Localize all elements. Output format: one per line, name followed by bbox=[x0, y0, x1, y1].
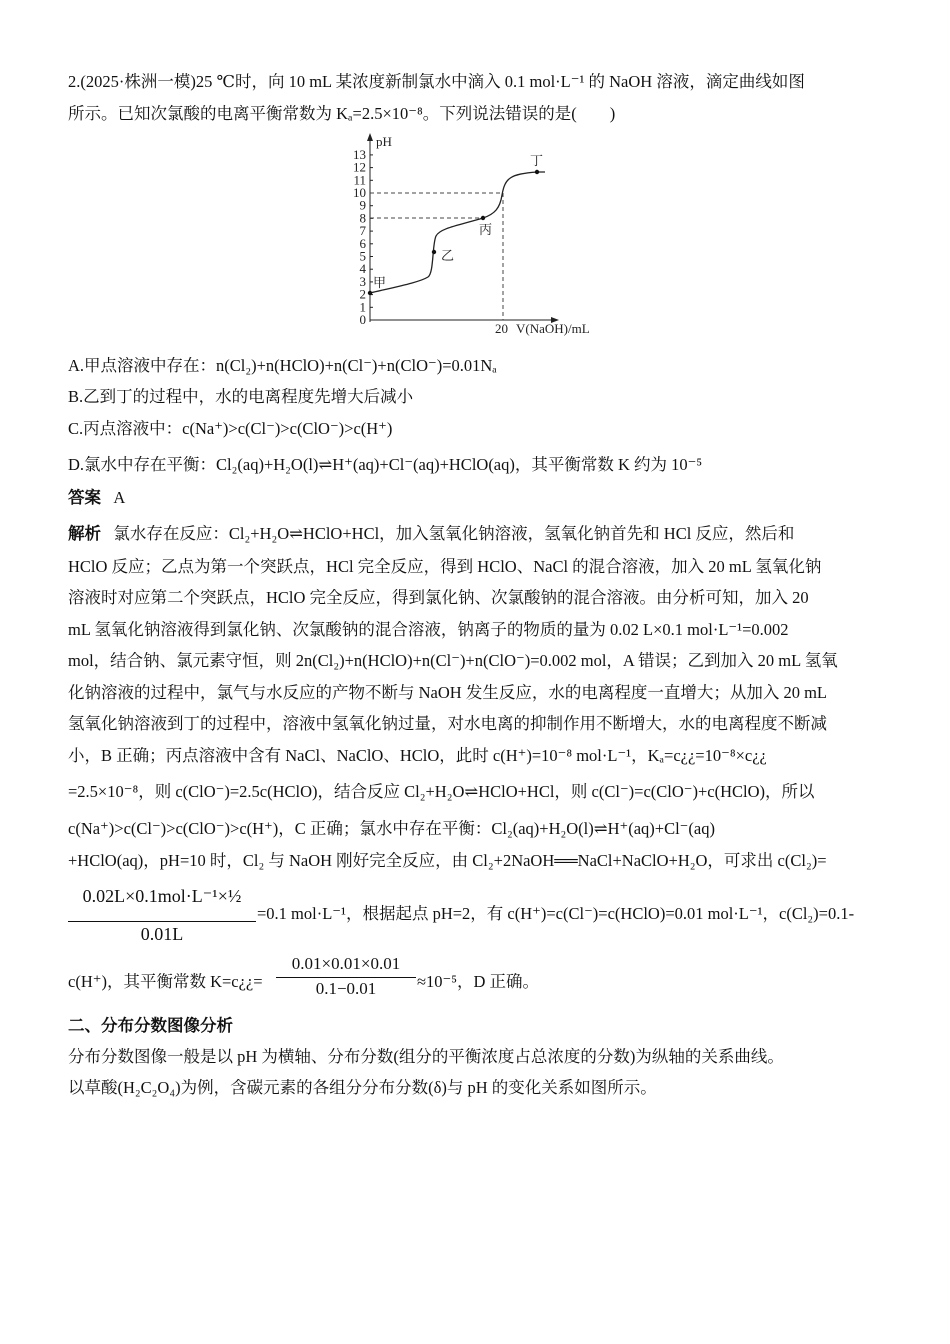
analysis-line-9: =2.5×10⁻⁸，则 c(ClO⁻)=2.5c(HClO)，结合反应 Cl₂+H₂O⇌HClO+HCl，则 c(Cl⁻)=c(ClO⁻)+c(HClO)，所以 bbox=[68, 782, 815, 801]
y-tick-label: 13 bbox=[353, 146, 366, 162]
fraction-1-denominator: 0.01L bbox=[140, 924, 184, 944]
answer bbox=[68, 484, 125, 508]
section-heading: 二、分布分数图像分析 bbox=[68, 1016, 233, 1035]
label-ding: 丁 bbox=[530, 153, 544, 168]
analysis-line-8: 小，B 正确；丙点溶液中含有 NaCl、NaClO、HClO，此时 c(H⁺)=10⁻⁸ mol·L⁻¹，Kₐ=c¿¿=10⁻⁸×c¿¿ bbox=[68, 746, 767, 765]
question-line-2: 所示。已知次氯酸的电离平衡常数为 Kₐ=2.5×10⁻⁸。下列说法错误的是( ) bbox=[68, 104, 616, 123]
analysis-text: 氯水存在反应：Cl₂+H₂O⇌HClO+HCl，加入氢氧化钠溶液，氢氧化钠首先和 HCl 反应，然后和 bbox=[113, 524, 795, 543]
titration-curve-figure bbox=[330, 130, 620, 345]
answer-label: 答案 bbox=[68, 488, 101, 507]
analysis-line-2: HClO 反应；乙点为第一个突跃点，HCl 完全反应，得到 HClO、NaCl 的混合溶液，加入 20 mL 氢氧化钠 bbox=[68, 557, 822, 576]
question-line-1: 2.(2025·株洲一模)25 ℃时，向 10 mL 某浓度新制氯水中滴入 0.1 mol·L⁻¹ 的 NaOH 溶液，滴定曲线如图 bbox=[68, 72, 805, 91]
y-axis-label: pH bbox=[376, 134, 392, 149]
fraction-2-bar bbox=[276, 977, 416, 978]
option-d: D.氯水中存在平衡：Cl₂(aq)+H₂O(l)⇌H⁺(aq)+Cl⁻(aq)+HClO(aq)，其平衡常数 K 约为 10⁻⁵ bbox=[68, 455, 703, 474]
y-tick-label: 4 bbox=[359, 261, 366, 277]
option-c: C.丙点溶液中：c(Na⁺)>c(Cl⁻)>c(ClO⁻)>c(H⁺) bbox=[68, 419, 393, 438]
section-paragraph-1: 分布分数图像一般是以 pH 为横轴、分布分数(组分的平衡浓度占总浓度的分数)为纵轴的关系曲线。 bbox=[68, 1047, 784, 1066]
point-yi bbox=[432, 250, 436, 254]
y-tick-label: 7 bbox=[359, 223, 366, 239]
fraction-2-numerator: 0.01×0.01×0.01 bbox=[291, 954, 401, 973]
analysis-line-4: mL 氢氧化钠溶液得到氯化钠、次氯酸钠的混合溶液，钠离子的物质的量为 0.02 L×0.1 mol·L⁻¹=0.002 bbox=[68, 620, 789, 639]
analysis-line-3: 溶液时对应第二个突跃点，HClO 完全反应，得到氯化钠、次氯酸钠的混合溶液。由分析可知，加入 20 bbox=[68, 588, 809, 607]
section-paragraph-2: 以草酸(H₂C₂O₄)为例，含碳元素的各组分分布分数(δ)与 pH 的变化关系如图所示。 bbox=[68, 1078, 657, 1097]
y-tick-label: 0 bbox=[359, 312, 366, 327]
label-jia: 甲 bbox=[373, 275, 387, 290]
y-tick-label: 9 bbox=[359, 197, 366, 213]
fraction-2-denominator: 0.1−0.01 bbox=[315, 979, 377, 998]
y-tick-label: 5 bbox=[359, 248, 366, 264]
analysis-line-7: 氢氧化钠溶液到丁的过程中，溶液中氢氧化钠过量，对水电离的抑制作用不断增大，水的电离程度不断减 bbox=[68, 714, 827, 733]
y-tick-label: 6 bbox=[359, 235, 366, 251]
point-bing bbox=[481, 216, 485, 220]
analysis-label: 解析 bbox=[68, 524, 101, 543]
analysis-line-5: mol，结合钠、氯元素守恒，则 2n(Cl₂)+n(HClO)+n(Cl⁻)+n(ClO⁻)=0.002 mol，A 错误；乙到加入 20 mL 氢氧 bbox=[68, 651, 838, 670]
label-yi: 乙 bbox=[441, 248, 455, 263]
point-ding bbox=[535, 170, 539, 174]
option-a: A.甲点溶液中存在：n(Cl₂)+n(HClO)+n(Cl⁻)+n(ClO⁻)=0.01Nₐ bbox=[68, 356, 497, 375]
analysis-line-10: c(Na⁺)>c(Cl⁻)>c(ClO⁻)>c(H⁺)，C 正确；氯水中存在平衡：Cl₂(aq)+H₂O(l)⇌H⁺(aq)+Cl⁻(aq) bbox=[68, 819, 715, 838]
y-tick-label: 1 bbox=[359, 299, 366, 315]
y-tick-label: 10 bbox=[353, 185, 366, 200]
analysis-after-fraction-1: =0.1 mol·L⁻¹，根据起点 pH=2，有 c(H⁺)=c(Cl⁻)=c(HClO)=0.01 mol·L⁻¹，c(Cl₂)=0.1- bbox=[257, 904, 855, 923]
y-tick-label: 2 bbox=[359, 286, 366, 302]
analysis-after-fraction-2: ≈10⁻⁵，D 正确。 bbox=[417, 972, 540, 991]
analysis-line-1 bbox=[68, 520, 794, 544]
analysis-line-6: 化钠溶液的过程中，氯气与水反应的产物不断与 NaOH 发生反应，水的电离程度一直增大；从加入 20 mL bbox=[68, 683, 827, 702]
answer-value: A bbox=[113, 488, 126, 507]
point-jia bbox=[368, 291, 372, 295]
fraction-1-numerator: 0.02L×0.1mol·L⁻¹×½ bbox=[82, 886, 242, 906]
titration-curve bbox=[370, 172, 545, 293]
y-tick-label: 11 bbox=[353, 172, 366, 188]
x-tick-20: 20 bbox=[495, 321, 508, 336]
fraction-1-bar bbox=[68, 921, 256, 922]
label-bing: 丙 bbox=[479, 222, 493, 237]
analysis-line-11: +HClO(aq)，pH=10 时，Cl₂ 与 NaOH 刚好完全反应，由 Cl₂+2NaOH══NaCl+NaClO+H₂O，可求出 c(Cl₂)= bbox=[68, 851, 827, 870]
x-axis-label: V(NaOH)/mL bbox=[516, 321, 590, 336]
y-tick-label: 3 bbox=[359, 273, 366, 289]
analysis-before-fraction-2: c(H⁺)，其平衡常数 K=c¿¿= bbox=[68, 972, 263, 991]
y-tick-label: 12 bbox=[353, 159, 366, 175]
option-b: B.乙到丁的过程中，水的电离程度先增大后减小 bbox=[68, 387, 414, 406]
y-tick-label: 8 bbox=[359, 210, 366, 226]
